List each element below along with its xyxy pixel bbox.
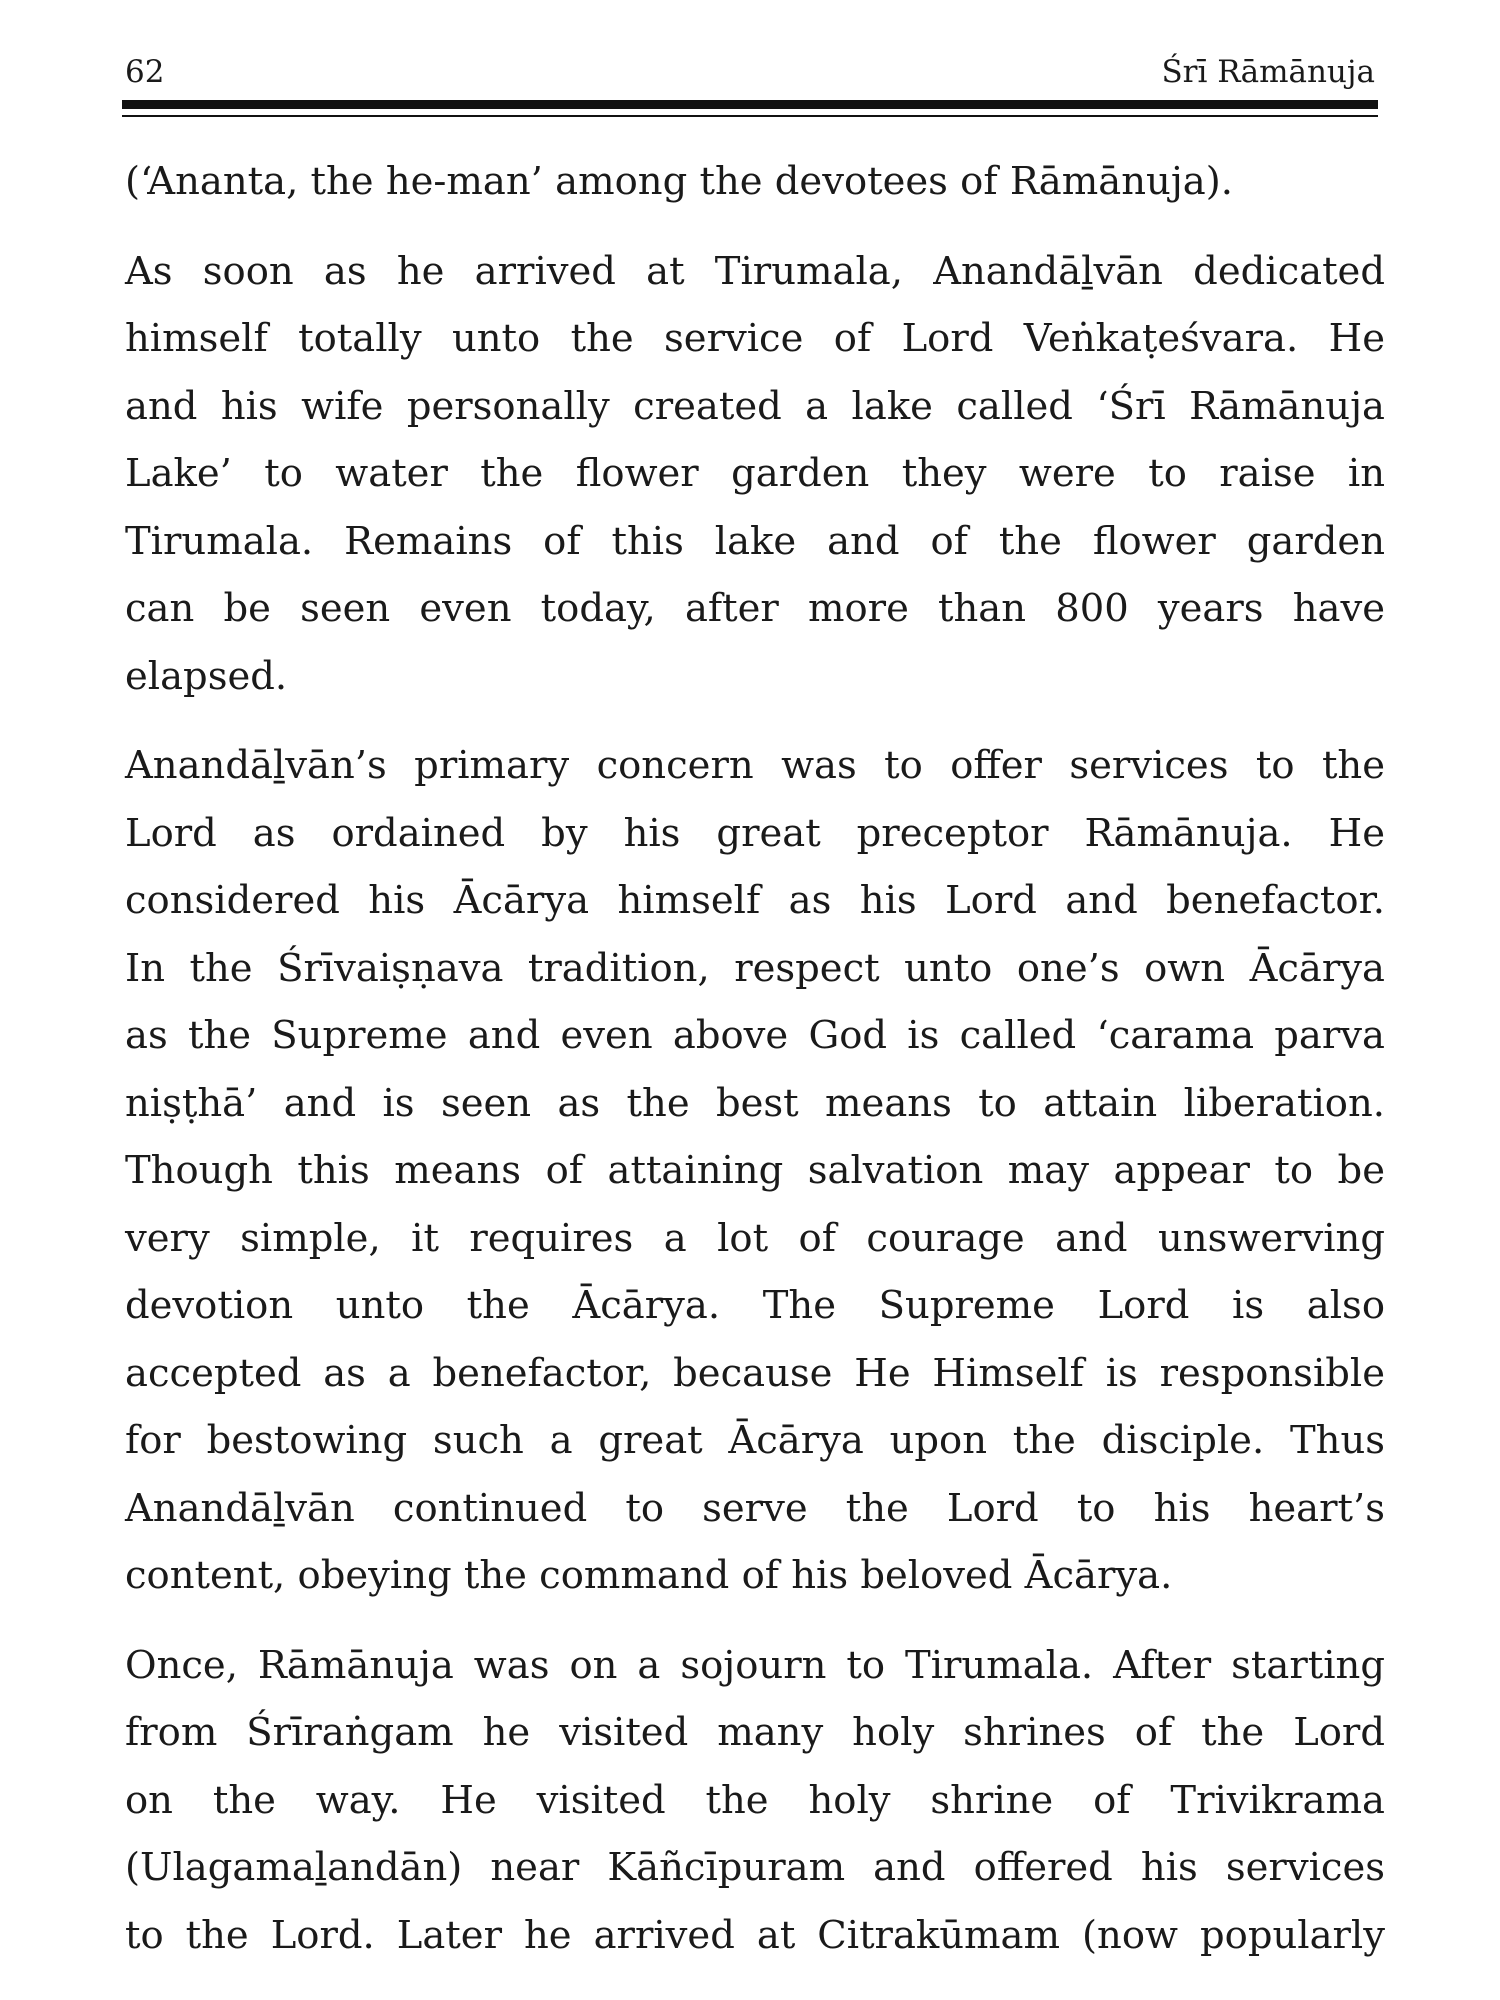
page-number: 62 <box>125 54 165 90</box>
text-line: considered his Ācārya himself as his Lord and benefactor. <box>125 878 1385 923</box>
text-line: devotion unto the Ācārya. The Supreme Lord is also <box>125 1283 1385 1328</box>
text-line: (Ulagamaḻandān) near Kāñcīpuram and offered his services <box>125 1845 1385 1890</box>
paragraph <box>125 1632 1385 1970</box>
text-line: Once, Rāmānuja was on a sojourn to Tirumala. After starting <box>125 1642 1385 1688</box>
text-line: Lord as ordained by his great preceptor Rāmānuja. He <box>125 810 1385 856</box>
text-line: Anandāḻvān continued to serve the Lord to his heart’s <box>125 1485 1385 1531</box>
text-line: himself totally unto the service of Lord Veṅkaṭeśvara. He <box>125 316 1385 361</box>
text-line: for bestowing such a great Ācārya upon the disciple. Thus <box>125 1418 1385 1463</box>
text-line: can be seen even today, after more than 800 years have <box>125 586 1385 631</box>
text-line: on the way. He visited the holy shrine of Trivikrama <box>125 1777 1385 1823</box>
text-line: Lake’ to water the flower garden they were to raise in <box>125 451 1385 496</box>
text-line: In the Śrīvaiṣṇava tradition, respect unto one’s own Ācārya <box>125 945 1385 991</box>
text-line: and his wife personally created a lake called ‘Śrī Rāmānuja <box>125 383 1385 429</box>
text-line: very simple, it requires a lot of courage and unswerving <box>125 1215 1385 1261</box>
text-line: content, obeying the command of his beloved Ācārya. <box>125 1553 1173 1598</box>
text-line: elapsed. <box>125 653 288 699</box>
text-line: niṣṭhā’ and is seen as the best means to attain liberation. <box>125 1080 1385 1126</box>
text-line: as the Supreme and even above God is called ‘carama parva <box>125 1013 1385 1058</box>
header-rule-thin <box>122 115 1378 117</box>
paragraph <box>125 732 1385 1610</box>
text-line: As soon as he arrived at Tirumala, Anandāḻvān dedicated <box>125 248 1385 294</box>
text-line: Anandāḻvān’s primary concern was to offer services to the <box>125 743 1385 788</box>
header-rule-thick <box>122 100 1378 109</box>
text-line: Though this means of attaining salvation may appear to be <box>125 1148 1385 1193</box>
text-line: from Śrīraṅgam he visited many holy shrines of the Lord <box>125 1710 1385 1755</box>
body-text <box>125 148 1385 1991</box>
text-line: (‘Ananta, the he-man’ among the devotees of Rāmānuja). <box>125 159 1233 204</box>
text-line: accepted as a benefactor, because He Himself is responsible <box>125 1350 1385 1396</box>
text-line: Tirumala. Remains of this lake and of the flower garden <box>125 518 1385 564</box>
running-title: Śrī Rāmānuja <box>1161 54 1375 90</box>
page-header <box>125 52 1375 92</box>
text-line: to the Lord. Later he arrived at Citrakūmam (now popularly <box>125 1912 1385 1958</box>
paragraph <box>125 148 1385 216</box>
paragraph <box>125 238 1385 711</box>
